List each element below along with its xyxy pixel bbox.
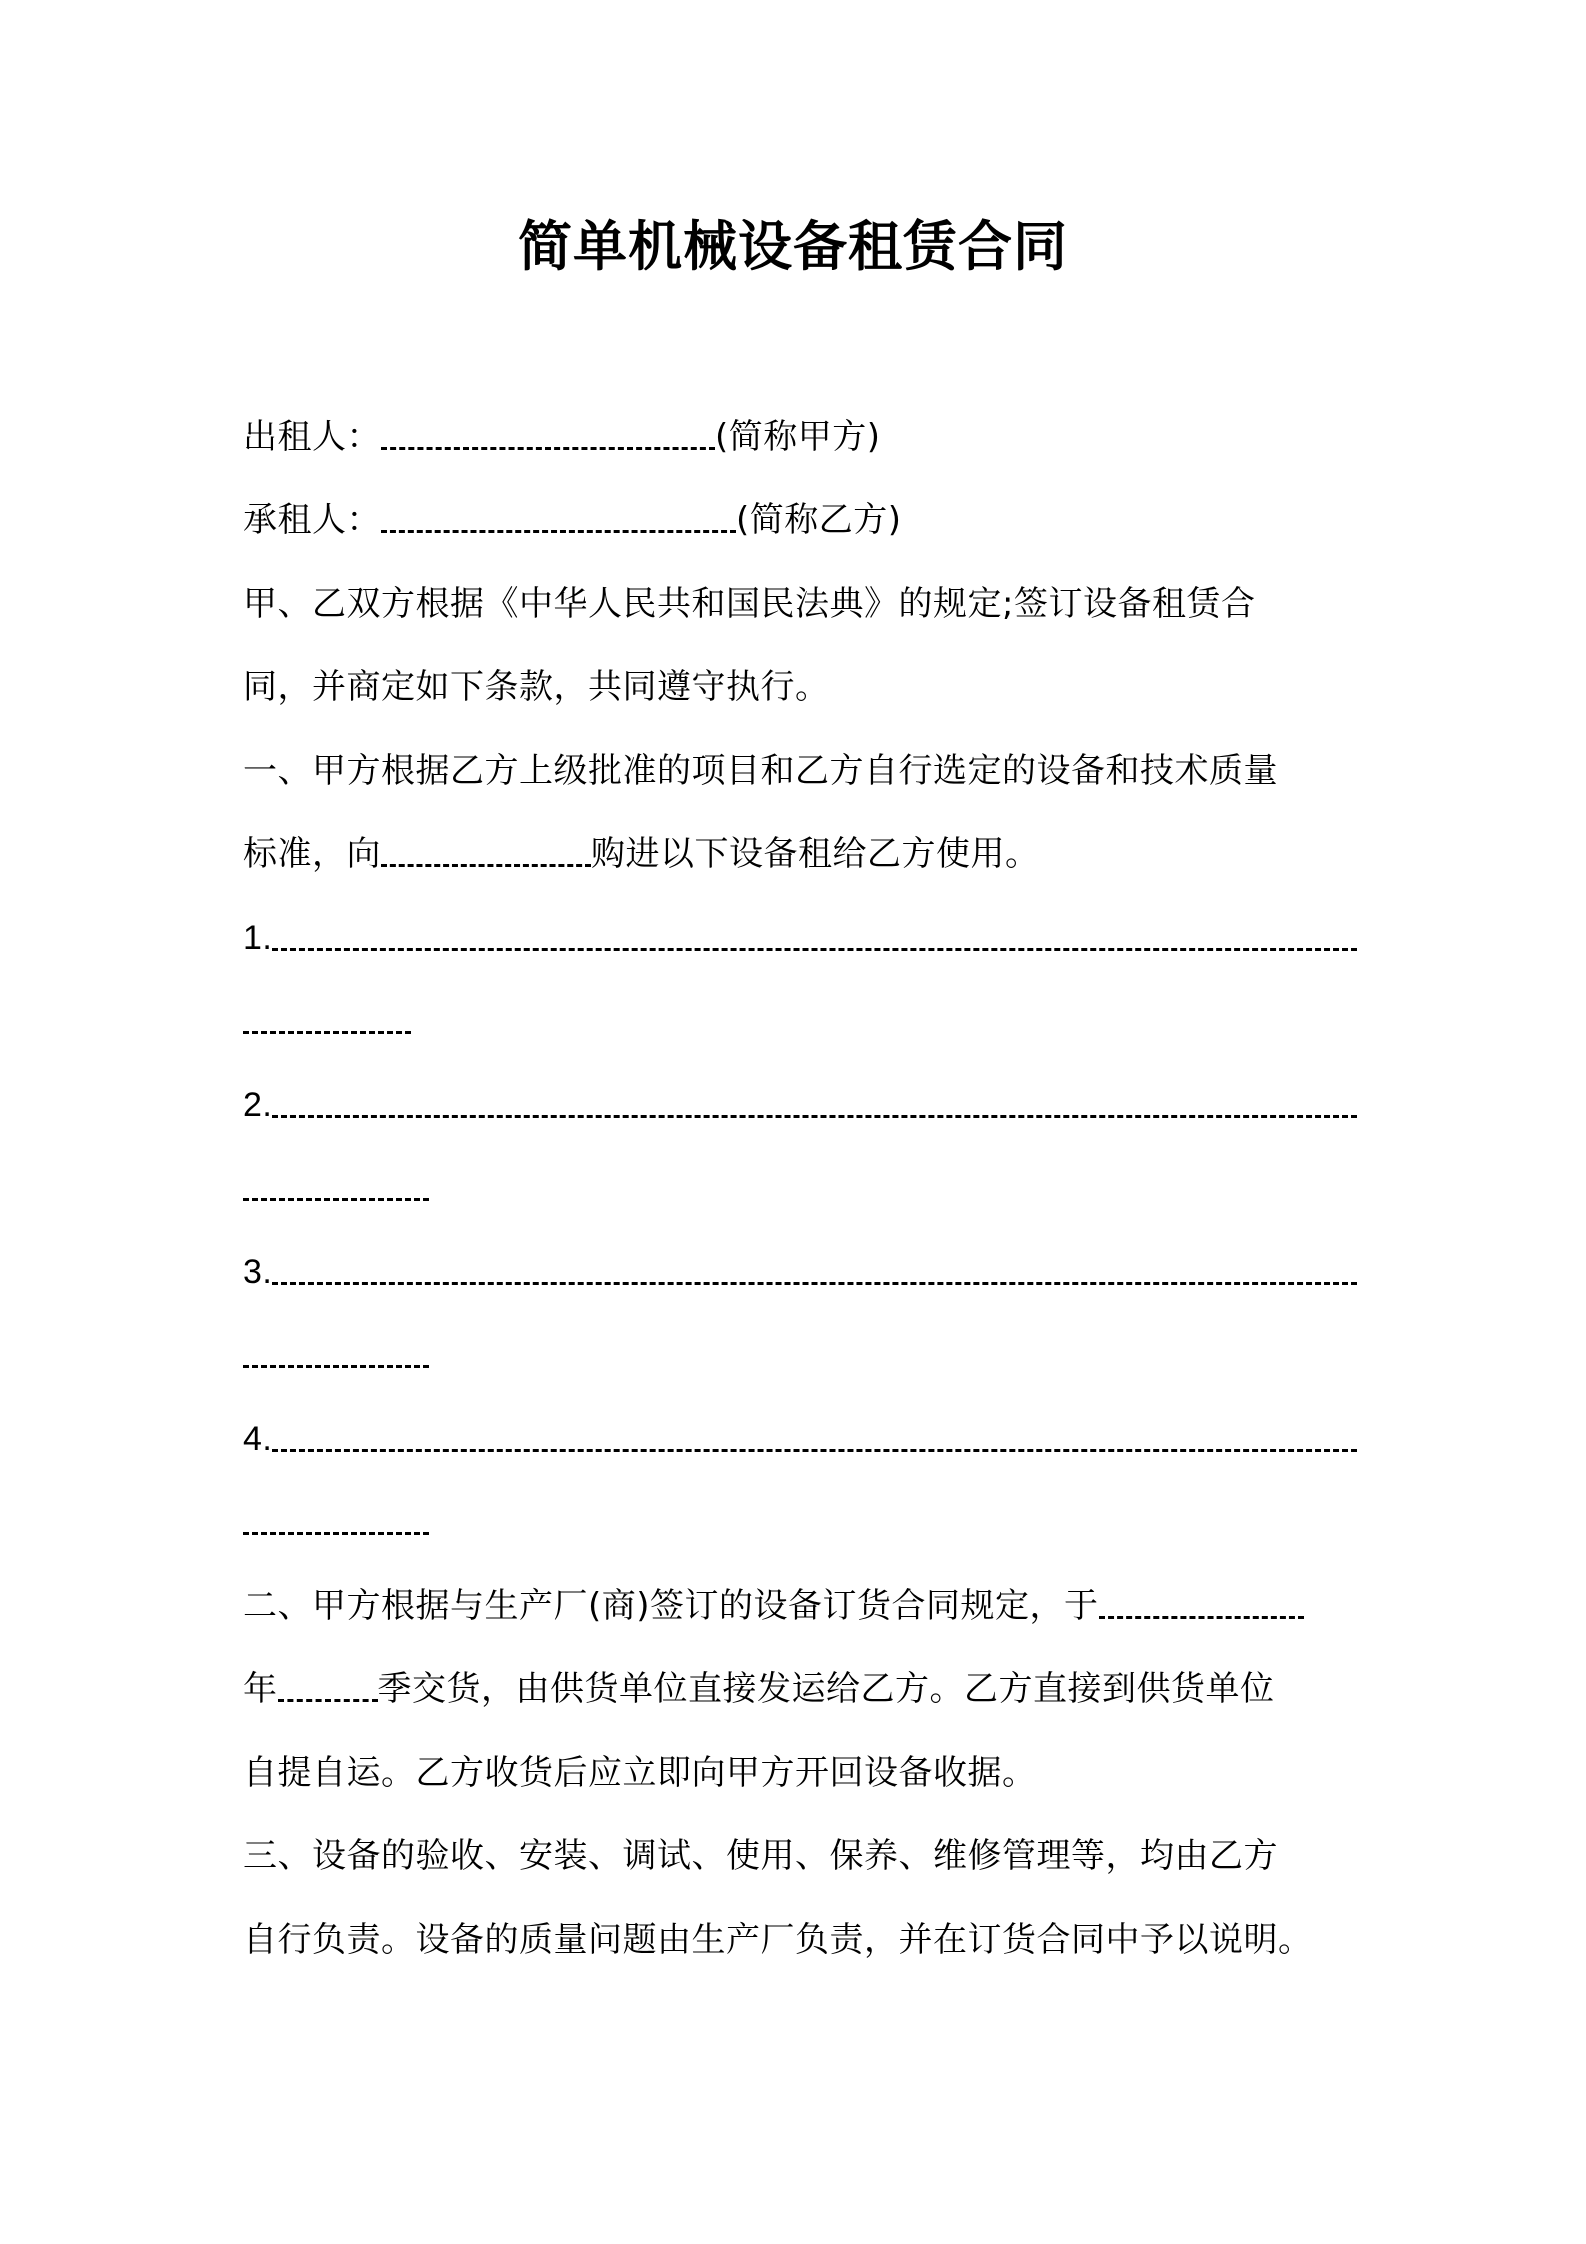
equipment-item-field[interactable] bbox=[272, 1085, 1357, 1118]
lessor-label: 出租人： bbox=[243, 417, 381, 457]
delivery-season-field[interactable] bbox=[278, 1669, 378, 1702]
lessee-name-field[interactable] bbox=[381, 500, 736, 533]
delivery-year-field[interactable] bbox=[1099, 1586, 1304, 1619]
lessor-suffix: (简称甲方) bbox=[715, 417, 881, 457]
equipment-item-1-continuation bbox=[243, 996, 1355, 1046]
equipment-item-field[interactable] bbox=[272, 1252, 1357, 1285]
equipment-item-4-continuation bbox=[243, 1497, 1355, 1547]
clause3-line-1: 三、设备的验收、安装、调试、使用、保养、维修管理等，均由乙方 bbox=[243, 1836, 1278, 1876]
clause2-prefix: 二、甲方根据与生产厂(商)签订的设备订货合同规定，于 bbox=[243, 1586, 1099, 1626]
equipment-item-field-continuation[interactable] bbox=[243, 1168, 429, 1201]
item-number: 1. bbox=[243, 919, 273, 957]
clause1-suffix: 购进以下设备租给乙方使用。 bbox=[591, 834, 1040, 874]
clause2-line-1 bbox=[243, 1581, 1355, 1631]
clause1-line-2 bbox=[243, 829, 1355, 879]
equipment-item-2 bbox=[243, 1080, 1355, 1130]
preamble-line-2: 同，并商定如下条款，共同遵守执行。 bbox=[243, 667, 830, 707]
preamble-line-1: 甲、乙双方根据《中华人民共和国民法典》的规定;签订设备租赁合 bbox=[243, 584, 1256, 624]
equipment-item-field-continuation[interactable] bbox=[243, 1502, 429, 1535]
lessee-suffix: (简称乙方) bbox=[736, 500, 902, 540]
clause2-line-2 bbox=[243, 1664, 1355, 1714]
year-label: 年 bbox=[243, 1669, 278, 1709]
equipment-item-field[interactable] bbox=[272, 1419, 1357, 1452]
equipment-item-2-continuation bbox=[243, 1163, 1355, 1213]
clause3-line-2: 自行负责。设备的质量问题由生产厂负责，并在订货合同中予以说明。 bbox=[243, 1920, 1313, 1960]
clause2-suffix: 季交货，由供货单位直接发运给乙方。乙方直接到供货单位 bbox=[377, 1669, 1275, 1709]
document-title: 简单机械设备租赁合同 bbox=[518, 215, 1068, 278]
supplier-field[interactable] bbox=[381, 834, 591, 867]
item-number: 3. bbox=[243, 1253, 273, 1291]
equipment-item-field[interactable] bbox=[272, 918, 1357, 951]
clause1-line-1: 一、甲方根据乙方上级批准的项目和乙方自行选定的设备和技术质量 bbox=[243, 751, 1278, 791]
equipment-item-3 bbox=[243, 1247, 1355, 1297]
equipment-item-field-continuation[interactable] bbox=[243, 1335, 429, 1368]
equipment-item-4 bbox=[243, 1414, 1355, 1464]
item-number: 4. bbox=[243, 1420, 273, 1458]
item-number: 2. bbox=[243, 1086, 273, 1124]
lessee-label: 承租人： bbox=[243, 500, 381, 540]
clause1-prefix: 标准，向 bbox=[243, 834, 381, 874]
lessee-line bbox=[243, 495, 1355, 545]
equipment-item-field-continuation[interactable] bbox=[243, 1001, 411, 1034]
lessor-name-field[interactable] bbox=[381, 417, 715, 450]
equipment-item-3-continuation bbox=[243, 1330, 1355, 1380]
lessor-line bbox=[243, 412, 1355, 462]
equipment-item-1 bbox=[243, 913, 1355, 963]
clause2-line-3: 自提自运。乙方收货后应立即向甲方开回设备收据。 bbox=[243, 1753, 1037, 1793]
